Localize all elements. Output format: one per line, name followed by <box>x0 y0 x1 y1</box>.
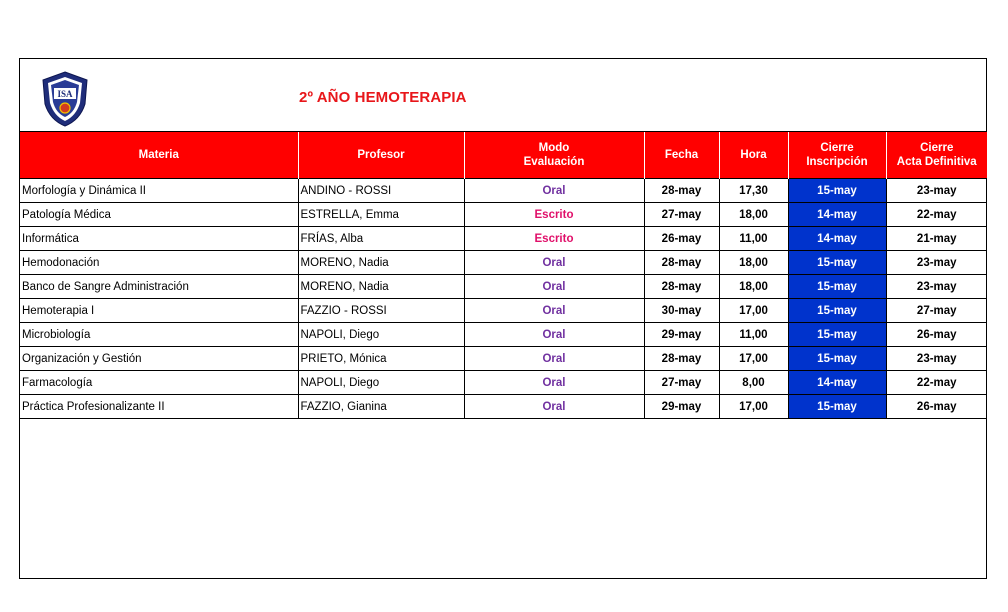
cell-hora: 18,00 <box>719 275 788 299</box>
cell-hora: 17,00 <box>719 347 788 371</box>
cell-fecha: 28-may <box>644 275 719 299</box>
logo-text: ISA <box>57 89 73 99</box>
cell-cierre-inscripcion: 15-may <box>788 251 886 275</box>
column-header-profesor: Profesor <box>298 132 464 179</box>
cell-materia: Microbiología <box>20 323 298 347</box>
table-row <box>20 179 987 203</box>
cell-cierre-inscripcion: 15-may <box>788 395 886 419</box>
cell-fecha: 27-may <box>644 371 719 395</box>
cell-cierre-inscripcion: 14-may <box>788 371 886 395</box>
cell-hora: 11,00 <box>719 227 788 251</box>
cell-cierre-acta-definitiva: 23-may <box>886 347 987 371</box>
cell-modo-evaluacion: Oral <box>464 323 644 347</box>
cell-modo-evaluacion: Oral <box>464 251 644 275</box>
cell-materia: Organización y Gestión <box>20 347 298 371</box>
cell-modo-evaluacion: Oral <box>464 395 644 419</box>
cell-profesor: FAZZIO, Gianina <box>298 395 464 419</box>
cell-cierre-acta-definitiva: 23-may <box>886 179 987 203</box>
cell-hora: 17,30 <box>719 179 788 203</box>
cell-cierre-inscripcion: 14-may <box>788 227 886 251</box>
cell-cierre-acta-definitiva: 21-may <box>886 227 987 251</box>
table-row <box>20 395 987 419</box>
column-header-hora: Hora <box>719 132 788 179</box>
cell-materia: Hemoterapia I <box>20 299 298 323</box>
cell-cierre-acta-definitiva: 22-may <box>886 203 987 227</box>
column-header-cierre-inscripcion: Cierre Inscripción <box>788 132 886 179</box>
cell-cierre-inscripcion: 15-may <box>788 179 886 203</box>
cell-hora: 18,00 <box>719 203 788 227</box>
exam-table <box>20 132 987 419</box>
cell-cierre-inscripcion: 15-may <box>788 275 886 299</box>
cell-hora: 18,00 <box>719 251 788 275</box>
cell-hora: 8,00 <box>719 371 788 395</box>
cell-cierre-acta-definitiva: 27-may <box>886 299 987 323</box>
cell-hora: 11,00 <box>719 323 788 347</box>
cell-cierre-acta-definitiva: 22-may <box>886 371 987 395</box>
cell-fecha: 28-may <box>644 251 719 275</box>
cell-fecha: 28-may <box>644 347 719 371</box>
sheet-header <box>20 59 986 132</box>
cell-cierre-acta-definitiva: 23-may <box>886 275 987 299</box>
cell-materia: Farmacología <box>20 371 298 395</box>
cell-modo-evaluacion: Escrito <box>464 227 644 251</box>
table-body <box>20 179 987 419</box>
column-header-materia: Materia <box>20 132 298 179</box>
cell-profesor: NAPOLI, Diego <box>298 323 464 347</box>
table-row <box>20 299 987 323</box>
cell-modo-evaluacion: Oral <box>464 347 644 371</box>
cell-cierre-inscripcion: 14-may <box>788 203 886 227</box>
exam-schedule-sheet <box>19 58 987 579</box>
column-header-fecha: Fecha <box>644 132 719 179</box>
cell-fecha: 30-may <box>644 299 719 323</box>
institute-logo-icon <box>40 70 90 128</box>
cell-cierre-acta-definitiva: 23-may <box>886 251 987 275</box>
cell-modo-evaluacion: Escrito <box>464 203 644 227</box>
table-header-row <box>20 132 987 179</box>
cell-profesor: PRIETO, Mónica <box>298 347 464 371</box>
cell-profesor: FRÍAS, Alba <box>298 227 464 251</box>
cell-profesor: ESTRELLA, Emma <box>298 203 464 227</box>
cell-modo-evaluacion: Oral <box>464 275 644 299</box>
table-row <box>20 251 987 275</box>
column-header-cierre-acta-definitiva: Cierre Acta Definitiva <box>886 132 987 179</box>
cell-profesor: NAPOLI, Diego <box>298 371 464 395</box>
cell-cierre-inscripcion: 15-may <box>788 323 886 347</box>
cell-profesor: ANDINO - ROSSI <box>298 179 464 203</box>
cell-fecha: 27-may <box>644 203 719 227</box>
column-header-modo-evaluacion: Modo Evaluación <box>464 132 644 179</box>
cell-modo-evaluacion: Oral <box>464 299 644 323</box>
cell-materia: Práctica Profesionalizante II <box>20 395 298 419</box>
cell-materia: Banco de Sangre Administración <box>20 275 298 299</box>
cell-hora: 17,00 <box>719 299 788 323</box>
cell-fecha: 26-may <box>644 227 719 251</box>
cell-profesor: MORENO, Nadia <box>298 251 464 275</box>
table-row <box>20 275 987 299</box>
cell-cierre-inscripcion: 15-may <box>788 299 886 323</box>
cell-modo-evaluacion: Oral <box>464 179 644 203</box>
cell-profesor: FAZZIO - ROSSI <box>298 299 464 323</box>
cell-cierre-acta-definitiva: 26-may <box>886 323 987 347</box>
cell-cierre-acta-definitiva: 26-may <box>886 395 987 419</box>
table-row <box>20 203 987 227</box>
table-row <box>20 323 987 347</box>
cell-fecha: 29-may <box>644 323 719 347</box>
table-row <box>20 371 987 395</box>
cell-materia: Morfología y Dinámica II <box>20 179 298 203</box>
cell-materia: Informática <box>20 227 298 251</box>
cell-fecha: 29-may <box>644 395 719 419</box>
cell-modo-evaluacion: Oral <box>464 371 644 395</box>
table-row <box>20 347 987 371</box>
cell-materia: Patología Médica <box>20 203 298 227</box>
cell-profesor: MORENO, Nadia <box>298 275 464 299</box>
cell-fecha: 28-may <box>644 179 719 203</box>
cell-materia: Hemodonación <box>20 251 298 275</box>
page-title: 2º AÑO HEMOTERAPIA <box>299 89 467 106</box>
table-row <box>20 227 987 251</box>
cell-hora: 17,00 <box>719 395 788 419</box>
cell-cierre-inscripcion: 15-may <box>788 347 886 371</box>
